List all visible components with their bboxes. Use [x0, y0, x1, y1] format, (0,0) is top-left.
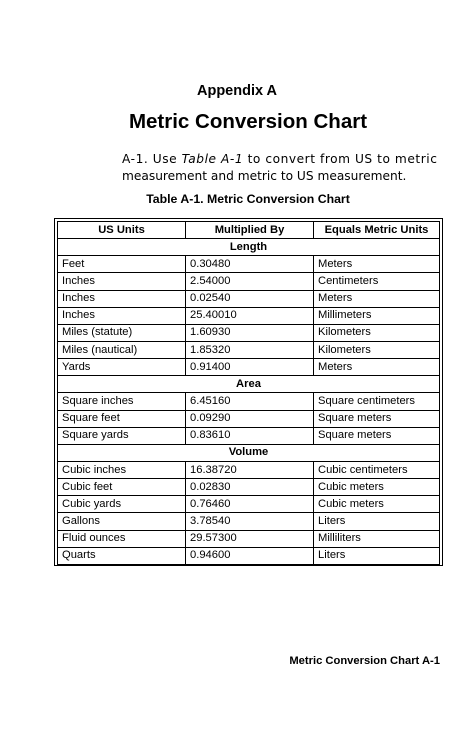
header-metric-units: Equals Metric Units	[314, 222, 440, 239]
us-unit-cell: Cubic yards	[58, 496, 186, 513]
table-row	[58, 410, 440, 427]
multiplier-cell: 29.57300	[186, 530, 314, 547]
us-unit-cell: Inches	[58, 273, 186, 290]
us-unit-cell: Miles (statute)	[58, 324, 186, 341]
multiplier-cell: 0.02830	[186, 479, 314, 496]
intro-line-2: measurement and metric to US measurement.	[122, 168, 407, 183]
header-multiplied-by: Multiplied By	[186, 222, 314, 239]
table-row	[58, 273, 440, 290]
page-title: Metric Conversion Chart	[128, 110, 368, 133]
intro-paragraph	[122, 151, 452, 184]
section-heading: Volume	[58, 444, 440, 461]
table-row	[58, 513, 440, 530]
us-unit-cell: Cubic inches	[58, 461, 186, 478]
us-unit-cell: Square yards	[58, 427, 186, 444]
metric-unit-cell: Cubic meters	[314, 479, 440, 496]
us-unit-cell: Feet	[58, 256, 186, 273]
multiplier-cell: 0.76460	[186, 496, 314, 513]
table-row	[58, 341, 440, 358]
metric-unit-cell: Cubic meters	[314, 496, 440, 513]
metric-unit-cell: Cubic centimeters	[314, 461, 440, 478]
metric-unit-cell: Kilometers	[314, 341, 440, 358]
table-row	[58, 461, 440, 478]
multiplier-cell: 0.02540	[186, 290, 314, 307]
table-row	[58, 530, 440, 547]
table-caption: Table A-1. Metric Conversion Chart	[146, 192, 350, 206]
us-unit-cell: Square inches	[58, 393, 186, 410]
multiplier-cell: 0.83610	[186, 427, 314, 444]
multiplier-cell: 6.45160	[186, 393, 314, 410]
intro-prefix: A-1. Use	[122, 152, 182, 166]
section-row-volume	[58, 444, 440, 461]
us-unit-cell: Quarts	[58, 547, 186, 564]
table-row	[58, 496, 440, 513]
metric-unit-cell: Kilometers	[314, 324, 440, 341]
multiplier-cell: 2.54000	[186, 273, 314, 290]
metric-unit-cell: Square meters	[314, 410, 440, 427]
section-heading: Area	[58, 376, 440, 393]
multiplier-cell: 25.40010	[186, 307, 314, 324]
section-row-area	[58, 376, 440, 393]
multiplier-cell: 1.85320	[186, 341, 314, 358]
conversion-table-frame	[54, 218, 443, 566]
us-unit-cell: Square feet	[58, 410, 186, 427]
header-row	[58, 222, 440, 239]
page-footer: Metric Conversion Chart A-1	[289, 655, 440, 667]
metric-unit-cell: Meters	[314, 290, 440, 307]
table-reference: Table A-1	[181, 152, 244, 166]
us-unit-cell: Inches	[58, 307, 186, 324]
metric-unit-cell: Square meters	[314, 427, 440, 444]
metric-unit-cell: Centimeters	[314, 273, 440, 290]
table-row	[58, 479, 440, 496]
us-unit-cell: Inches	[58, 290, 186, 307]
multiplier-cell: 1.60930	[186, 324, 314, 341]
us-unit-cell: Gallons	[58, 513, 186, 530]
table-row	[58, 427, 440, 444]
section-heading: Length	[58, 239, 440, 256]
multiplier-cell: 0.94600	[186, 547, 314, 564]
multiplier-cell: 0.91400	[186, 359, 314, 376]
metric-unit-cell: Meters	[314, 359, 440, 376]
appendix-label: Appendix A	[196, 83, 278, 99]
section-row-length	[58, 239, 440, 256]
metric-unit-cell: Square centimeters	[314, 393, 440, 410]
table-row	[58, 307, 440, 324]
table-row	[58, 290, 440, 307]
metric-unit-cell: Liters	[314, 547, 440, 564]
table-row	[58, 324, 440, 341]
table-row	[58, 393, 440, 410]
intro-rest: to convert from US to metric	[243, 152, 438, 166]
us-unit-cell: Miles (nautical)	[58, 341, 186, 358]
multiplier-cell: 16.38720	[186, 461, 314, 478]
table-row	[58, 547, 440, 564]
metric-unit-cell: Liters	[314, 513, 440, 530]
metric-unit-cell: Milliliters	[314, 530, 440, 547]
multiplier-cell: 0.09290	[186, 410, 314, 427]
us-unit-cell: Fluid ounces	[58, 530, 186, 547]
table-body	[58, 239, 440, 565]
us-unit-cell: Yards	[58, 359, 186, 376]
multiplier-cell: 3.78540	[186, 513, 314, 530]
multiplier-cell: 0.30480	[186, 256, 314, 273]
conversion-table	[57, 221, 440, 565]
metric-unit-cell: Meters	[314, 256, 440, 273]
table-row	[58, 256, 440, 273]
table-row	[58, 359, 440, 376]
metric-unit-cell: Millimeters	[314, 307, 440, 324]
us-unit-cell: Cubic feet	[58, 479, 186, 496]
header-us-units: US Units	[58, 222, 186, 239]
